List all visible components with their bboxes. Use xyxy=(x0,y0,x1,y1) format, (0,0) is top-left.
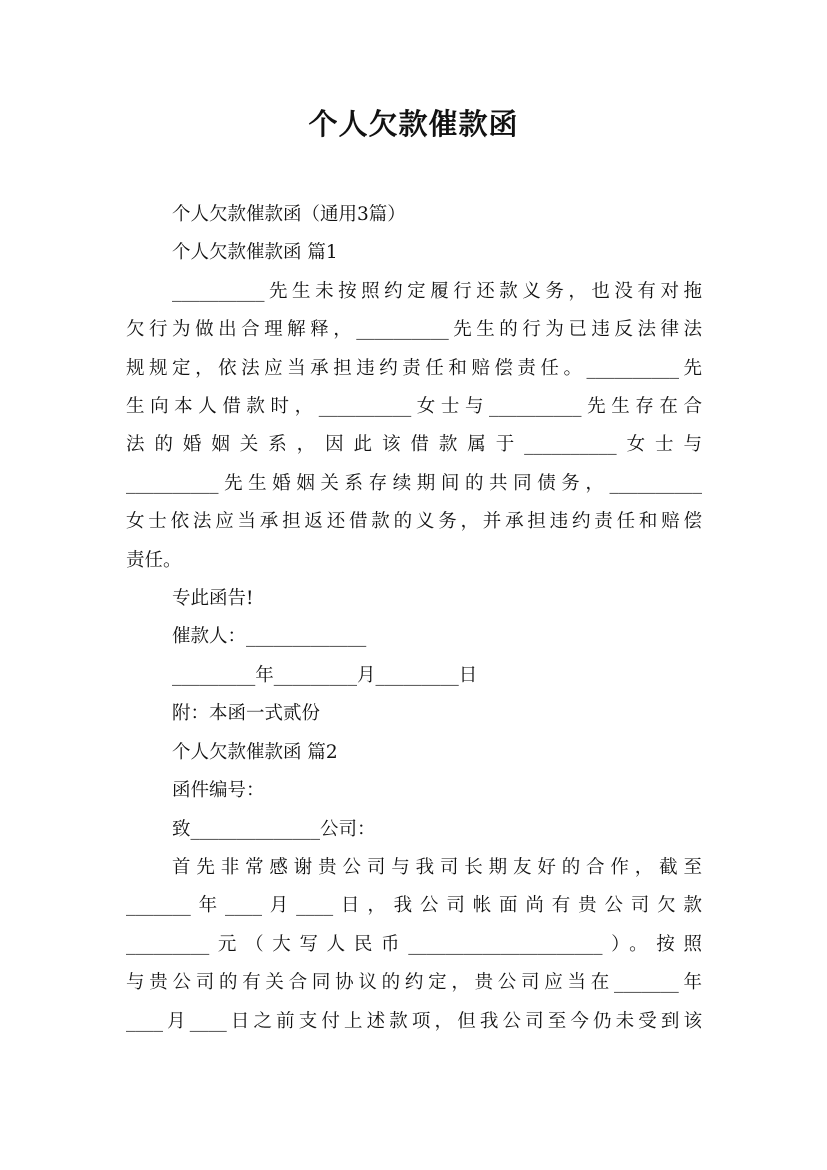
document-intro: 个人欠款催款函（通用3篇） xyxy=(172,204,406,225)
section-2-line: 与贵公司的有关合同协议的约定，贵公司应当在_______年 xyxy=(126,972,702,994)
section-2-heading: 个人欠款催款函 篇2 xyxy=(172,741,338,763)
section-2-paragraph xyxy=(126,849,702,1041)
document-title: 个人欠款催款函 xyxy=(308,107,519,141)
recipient-line: 致______________公司： xyxy=(172,818,376,840)
section-2-line: ____月____日之前支付上述款项，但我公司至今仍未受到该 xyxy=(126,1010,702,1032)
section-1-line: 法的婚姻关系，因此该借款属于__________女士与 xyxy=(126,434,702,456)
section-1-line: 规规定，依法应当承担违约责任和赔偿责任。__________先 xyxy=(126,357,702,379)
closing-text: 专此函告! xyxy=(172,588,254,610)
date-line: _________年_________月_________日 xyxy=(172,664,478,686)
section-1-line: 女士依法应当承担返还借款的义务，并承担违约责任和赔偿 xyxy=(126,511,702,533)
section-2-line: _________元（大写人民币_____________________）。按照 xyxy=(126,933,702,955)
section-1-line: 欠行为做出合理解释，__________先生的行为已违反法律法 xyxy=(126,319,702,341)
section-1-line: __________先生未按照约定履行还款义务，也没有对拖 xyxy=(172,280,702,302)
document-body xyxy=(126,196,702,1041)
signer-line: 催款人：_____________ xyxy=(172,626,367,648)
section-2-line: 首先非常感谢贵公司与我司长期友好的合作，截至 xyxy=(172,856,702,878)
attachment-note: 附：本函一式贰份 xyxy=(172,703,321,725)
section-1-line: __________先生婚姻关系存续期间的共同债务，__________ xyxy=(126,472,702,494)
section-1-heading: 个人欠款催款函 篇1 xyxy=(172,242,338,264)
section-1-paragraph xyxy=(126,273,702,580)
section-1-line: 生向本人借款时，__________女士与__________先生存在合 xyxy=(126,396,702,418)
section-1-line: 责任。 xyxy=(126,549,182,571)
letter-number: 函件编号： xyxy=(172,780,265,802)
section-2-line: _______年____月____日，我公司帐面尚有贵公司欠款 xyxy=(126,895,702,917)
